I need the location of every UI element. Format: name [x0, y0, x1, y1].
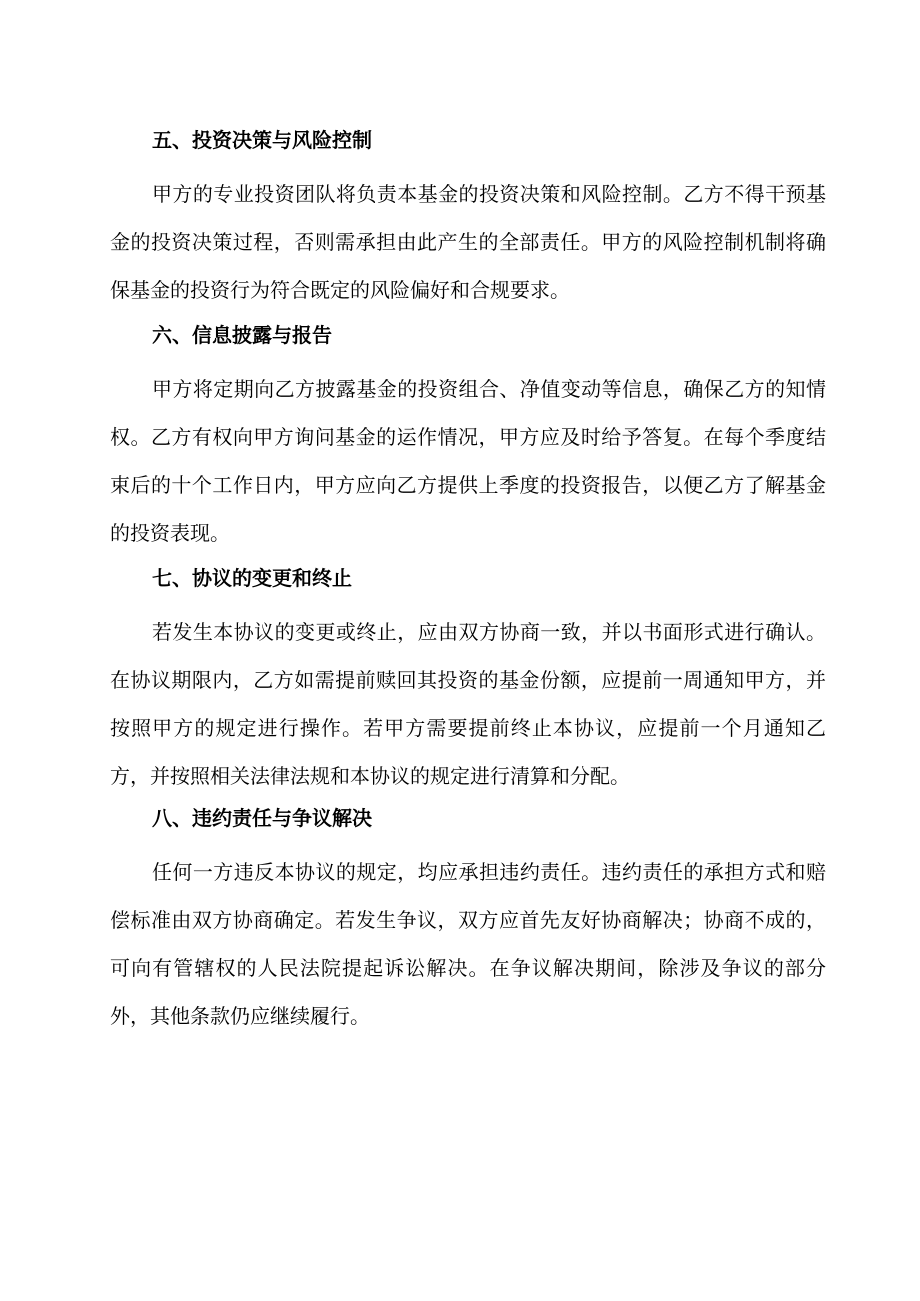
- section-heading: 六、信息披露与报告: [152, 323, 332, 347]
- section-heading: 七、协议的变更和终止: [152, 566, 352, 590]
- section-disclosure: [110, 323, 826, 557]
- section-liability-dispute: [110, 806, 826, 1040]
- section-paragraph: 甲方将定期向乙方披露基金的投资组合、净值变动等信息，确保乙方的知情权。乙方有权向甲方询问基金的运作情况，甲方应及时给予答复。在每个季度结束后的十个工作日内，甲方应向乙方提供上季度的投资报告，以便乙方了解基金的投资表现。: [110, 377, 826, 545]
- section-heading: 八、违约责任与争议解决: [152, 806, 372, 830]
- section-investment-decision: [110, 128, 826, 314]
- section-paragraph: 若发生本协议的变更或终止，应由双方协商一致，并以书面形式进行确认。在协议期限内，乙方如需提前赎回其投资的基金份额，应提前一周通知甲方，并按照甲方的规定进行操作。若甲方需要提前终止本协议，应提前一个月通知乙方，并按照相关法律法规和本协议的规定进行清算和分配。: [110, 620, 826, 788]
- section-paragraph: 任何一方违反本协议的规定，均应承担违约责任。违约责任的承担方式和赔偿标准由双方协商确定。若发生争议，双方应首先友好协商解决；协商不成的，可向有管辖权的人民法院提起诉讼解决。在争议解决期间，除涉及争议的部分外，其他条款仍应继续履行。: [110, 860, 826, 1028]
- section-modification-termination: [110, 566, 826, 800]
- section-heading: 五、投资决策与风险控制: [152, 128, 372, 152]
- section-paragraph: 甲方的专业投资团队将负责本基金的投资决策和风险控制。乙方不得干预基金的投资决策过程，否则需承担由此产生的全部责任。甲方的风险控制机制将确保基金的投资行为符合既定的风险偏好和合规要求。: [110, 182, 826, 302]
